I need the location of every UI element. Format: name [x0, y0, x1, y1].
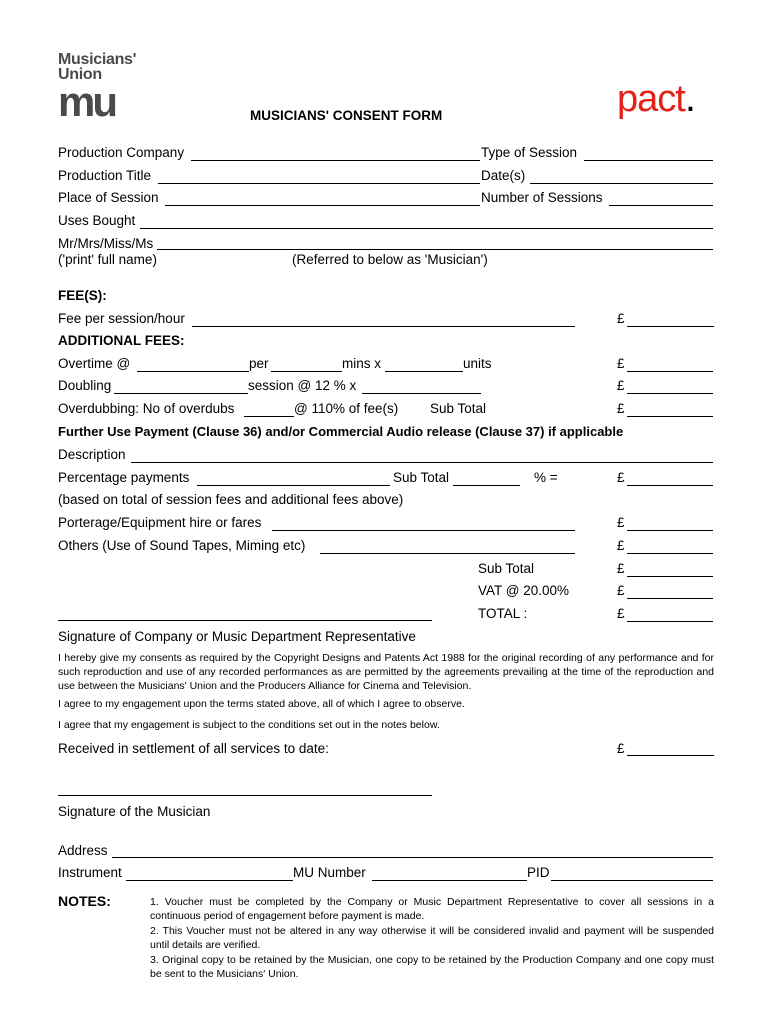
- doubling-field[interactable]: [114, 393, 248, 394]
- porterage-field[interactable]: [272, 530, 575, 531]
- label-units: units: [463, 356, 492, 371]
- note-3: 3. Original copy to be retained by the Musician, one copy to be retained by the Production Company and one copy must be sent to the Musicians' Union.: [150, 954, 714, 980]
- mu-logo-mark: mu: [58, 78, 115, 125]
- porterage-amount[interactable]: [627, 530, 713, 531]
- label-received: Received in settlement of all services to date:: [58, 741, 329, 756]
- uses-bought-field[interactable]: [140, 228, 713, 229]
- label-type-of-session: Type of Session: [481, 145, 578, 160]
- dates-field[interactable]: [530, 183, 713, 184]
- label-instrument: Instrument: [58, 865, 122, 880]
- vat-amount[interactable]: [627, 598, 713, 599]
- pound-sign: £: [617, 515, 625, 530]
- pid-field[interactable]: [551, 880, 713, 881]
- label-sub-total: Sub Total: [393, 470, 450, 485]
- mu-number-field[interactable]: [372, 880, 527, 881]
- fee-per-session-field[interactable]: [192, 326, 575, 327]
- notes-heading: NOTES:: [58, 893, 111, 909]
- label-percentage-payments: Percentage payments: [58, 470, 190, 485]
- label-fee-per-session: Fee per session/hour: [58, 311, 185, 326]
- label-overdubbing: Overdubbing: No of overdubs: [58, 401, 235, 416]
- company-signature-line[interactable]: [58, 620, 432, 621]
- label-pct-equals: % =: [534, 470, 558, 485]
- pound-sign: £: [617, 401, 625, 416]
- consent-paragraph: I hereby give my consents as required by the Copyright Designs and Patents Act 1988 for the original recording of any performance and for such reproduction and use of any recorded performances as are permitted by the agreements prevailing at the time of the reproduction and use between the Musicians' Union and the Producers Alliance for Cinema and Television.: [58, 652, 714, 692]
- page-title: MUSICIANS' CONSENT FORM: [250, 108, 443, 123]
- label-110-pct: @ 110% of fee(s): [294, 401, 399, 416]
- label-others: Others (Use of Sound Tapes, Miming etc): [58, 538, 306, 553]
- mu-logo-line1: Musicians': [58, 51, 137, 68]
- label-mu-number: MU Number: [293, 865, 366, 880]
- total-amount[interactable]: [627, 621, 713, 622]
- label-dates: Date(s): [481, 168, 526, 183]
- pound-sign: £: [617, 606, 625, 621]
- overdubs-field[interactable]: [244, 416, 294, 417]
- pound-sign: £: [617, 561, 625, 576]
- label-company-signature: Signature of Company or Music Department Representative: [58, 629, 416, 644]
- others-field[interactable]: [320, 553, 575, 554]
- sub-total-field[interactable]: [453, 485, 520, 486]
- label-number-of-sessions: Number of Sessions: [481, 190, 603, 205]
- type-of-session-field[interactable]: [584, 160, 713, 161]
- overtime-rate-field[interactable]: [137, 371, 249, 372]
- label-per: per: [249, 356, 269, 371]
- percentage-amount[interactable]: [627, 485, 713, 486]
- label-sub-total: Sub Total: [430, 401, 487, 416]
- label-mins-x: mins x: [342, 356, 382, 371]
- label-based-on: (based on total of session fees and additional fees above): [58, 492, 404, 507]
- label-print-name: ('print' full name): [58, 252, 157, 267]
- further-use-heading: Further Use Payment (Clause 36) and/or Commercial Audio release (Clause 37) if applicable: [58, 424, 624, 439]
- overdubbing-amount[interactable]: [627, 416, 713, 417]
- received-amount[interactable]: [627, 755, 714, 756]
- fees-heading: FEE(S):: [58, 288, 107, 303]
- production-company-field[interactable]: [191, 160, 480, 161]
- description-field[interactable]: [131, 462, 713, 463]
- pact-logo: pact.: [617, 76, 695, 120]
- label-pid: PID: [527, 865, 550, 880]
- label-production-company: Production Company: [58, 145, 185, 160]
- note-2: 2. This Voucher must not be altered in any way otherwise it will be considered invalid and payment will be suspended until details are verified.: [150, 925, 714, 951]
- label-vat: VAT @ 20.00%: [478, 583, 569, 598]
- pound-sign: £: [617, 311, 625, 326]
- address-field[interactable]: [112, 857, 713, 858]
- number-of-sessions-field[interactable]: [609, 205, 713, 206]
- label-production-title: Production Title: [58, 168, 152, 183]
- doubling-amount[interactable]: [627, 393, 713, 394]
- instrument-field[interactable]: [126, 880, 293, 881]
- pound-sign: £: [617, 583, 625, 598]
- name-field[interactable]: [157, 249, 713, 250]
- label-musician-signature: Signature of the Musician: [58, 804, 211, 819]
- additional-fees-heading: ADDITIONAL FEES:: [58, 333, 185, 348]
- overtime-amount[interactable]: [627, 371, 713, 372]
- label-overtime: Overtime @: [58, 356, 131, 371]
- agree-terms: I agree to my engagement upon the terms stated above, all of which I agree to observe.: [58, 698, 465, 710]
- pound-sign: £: [617, 378, 625, 393]
- label-sub-total: Sub Total: [478, 561, 535, 576]
- note-1: 1. Voucher must be completed by the Company or Music Department Representative to cover all sessions in a continuous period of engagement before payment is made.: [150, 896, 714, 922]
- label-porterage: Porterage/Equipment hire or fares: [58, 515, 262, 530]
- mu-logo-line2: Union: [58, 66, 102, 83]
- label-session-pct: session @ 12 % x: [248, 378, 357, 393]
- label-description: Description: [58, 447, 126, 462]
- label-place-of-session: Place of Session: [58, 190, 159, 205]
- pound-sign: £: [617, 538, 625, 553]
- label-address: Address: [58, 843, 108, 858]
- label-referred: (Referred to below as 'Musician'): [292, 252, 488, 267]
- others-amount[interactable]: [627, 553, 713, 554]
- pound-sign: £: [617, 741, 625, 756]
- label-uses-bought: Uses Bought: [58, 213, 136, 228]
- sub-total-amount[interactable]: [627, 576, 713, 577]
- fee-per-session-amount[interactable]: [627, 326, 714, 327]
- label-name: Mr/Mrs/Miss/Ms: [58, 236, 154, 251]
- percentage-payments-field[interactable]: [197, 485, 390, 486]
- doubling-x-field[interactable]: [362, 393, 481, 394]
- overtime-per-field[interactable]: [271, 371, 342, 372]
- overtime-mins-field[interactable]: [385, 371, 463, 372]
- label-total: TOTAL :: [478, 606, 528, 621]
- place-of-session-field[interactable]: [165, 205, 480, 206]
- pound-sign: £: [617, 356, 625, 371]
- label-doubling: Doubling: [58, 378, 112, 393]
- pound-sign: £: [617, 470, 625, 485]
- agree-conditions: I agree that my engagement is subject to the conditions set out in the notes below.: [58, 719, 440, 731]
- production-title-field[interactable]: [158, 183, 480, 184]
- musician-signature-line[interactable]: [58, 795, 432, 796]
